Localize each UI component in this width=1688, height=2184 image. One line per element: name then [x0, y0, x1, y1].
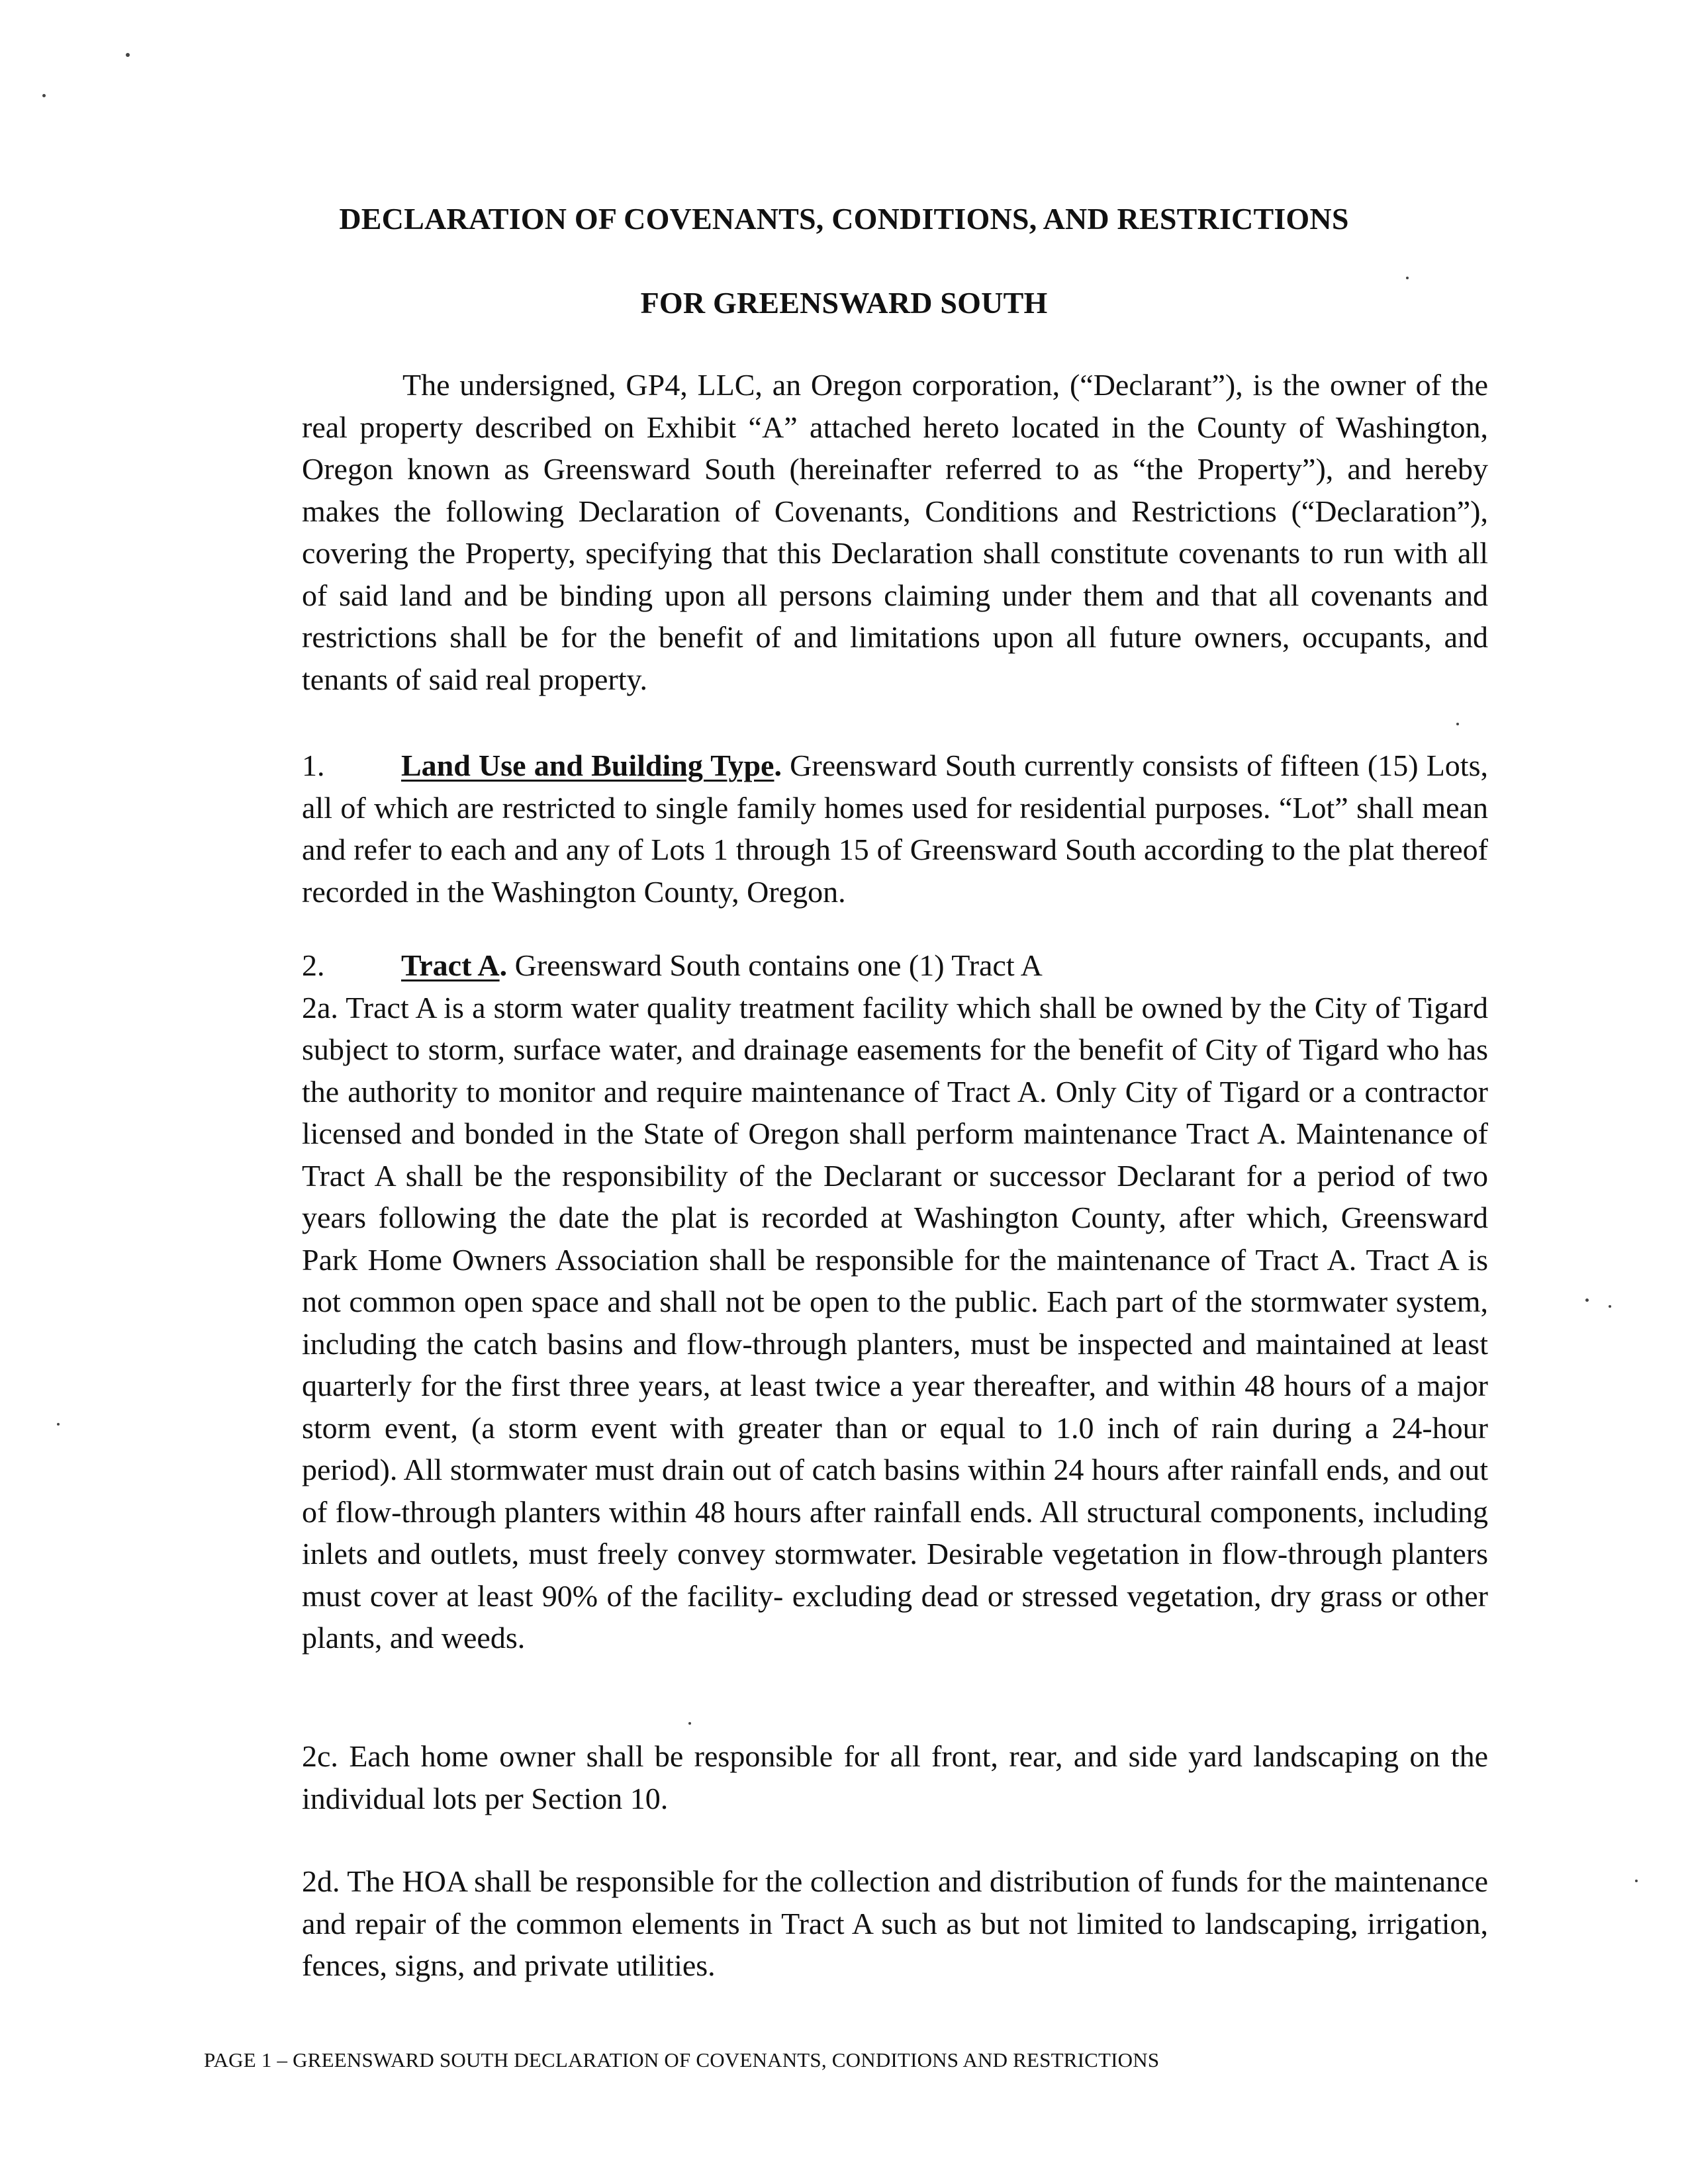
intro-paragraph — [302, 364, 1488, 700]
section-2 — [302, 944, 1488, 1659]
section-2-header-line: 2. Tract A. Greensward South contains one (1) Tract A — [302, 944, 1488, 987]
section-1-heading: Land Use and Building Type — [401, 749, 774, 782]
section-2-text: Greensward South contains one (1) Tract A — [507, 948, 1043, 982]
section-2d-paragraph: 2d. The HOA shall be responsible for the collection and distribution of funds for the maintenance and repair of the common elements in Tract A such as but not limited to landscaping, irrigation, fences, signs, and private utilities. — [302, 1864, 1488, 1982]
section-2a-paragraph: 2a. Tract A is a storm water quality treatment facility which shall be owned by the City of Tigard subject to storm, surface water, and drainage easements for the benefit of City of Tigard who has the authority to monitor and require maintenance of Tract A. Only City of Tigard or a contractor licensed and bonded in the State of Oregon shall perform maintenance Tract A. Maintenance of Tract A shall be the responsibility of the Declarant or successor Declarant for a period of two years following the date the plat is recorded at Washington County, after which, Greensward Park Home Owners Association shall be responsible for the maintenance of Tract A. Tract A is not common open space and shall not be open to the public. Each part of the stormwater system, including the catch basins and flow-through planters, must be inspected and maintained at least quarterly for the first three years, at least twice a year thereafter, and within 48 hours of a major storm event, (a storm event with greater than or equal to 1.0 inch of rain during a 24-hour period). All stormwater must drain out of catch basins within 24 hours after rainfall ends, and out of flow-through planters within 48 hours after rainfall ends. All structural components, including inlets and outlets, must freely convey stormwater. Desirable vegetation in flow-through planters must cover at least 90% of the facility- excluding dead or stressed vegetation, dry grass or other plants, and weeds. — [302, 990, 1488, 1655]
page-footer: PAGE 1 – GREENSWARD SOUTH DECLARATION OF COVENANTS, CONDITIONS AND RESTRICTIONS — [204, 2048, 1160, 2071]
scan-speck — [126, 53, 130, 57]
section-2-heading: Tract A — [401, 948, 500, 982]
scan-speck — [688, 1722, 691, 1725]
scan-speck — [1609, 1305, 1611, 1308]
section-2c-paragraph: 2c. Each home owner shall be responsible for all front, rear, and side yard landscaping on the individual lots per Section 10. — [302, 1739, 1488, 1815]
intro-text: The undersigned, GP4, LLC, an Oregon corporation, (“Declarant”), is the owner of the real property described on Exhibit “A” attached hereto located in the County of Washington, Oregon known as Greensward South (hereinafter referred to as “the Property”), and hereby makes the following Declaration of Covenants, Conditions and Restrictions (“Declaration”), covering the Property, specifying that this Declaration shall constitute covenants to run with all of said land and be binding upon all persons claiming under them and that all covenants and restrictions shall be for the benefit of and limitations upon all future owners, occupants, and tenants of said real property. — [302, 368, 1488, 696]
section-2-number: 2. — [302, 948, 325, 982]
section-1-number: 1. — [302, 749, 325, 782]
section-1-text: Greensward South currently consists of fifteen (15) Lots, all of which are restricted to single family homes used for residential purposes. “Lot” shall mean and refer to each and any of Lots 1 through 15 of Greensward South according to the plat thereof recorded in the Washington County, Oregon. — [302, 749, 1488, 909]
scan-speck — [1635, 1880, 1638, 1882]
document-subtitle: FOR GREENSWARD SOUTH — [640, 286, 1048, 320]
scan-speck — [1585, 1298, 1589, 1302]
scan-speck — [57, 1423, 60, 1426]
scan-speck — [1406, 277, 1409, 279]
scan-speck — [42, 94, 46, 97]
document-title: DECLARATION OF COVENANTS, CONDITIONS, AND RESTRICTIONS — [339, 202, 1349, 236]
scan-speck — [1456, 723, 1459, 725]
section-1: 1. Land Use and Building Type. Greensward South currently consists of fifteen (15) Lots, all of which are restricted to single family homes used for residential purposes. “Lot” shall mean and refer to each and any of Lots 1 through 15 of Greensward South according to the plat thereof recorded in the Washington County, Oregon. — [302, 745, 1488, 913]
